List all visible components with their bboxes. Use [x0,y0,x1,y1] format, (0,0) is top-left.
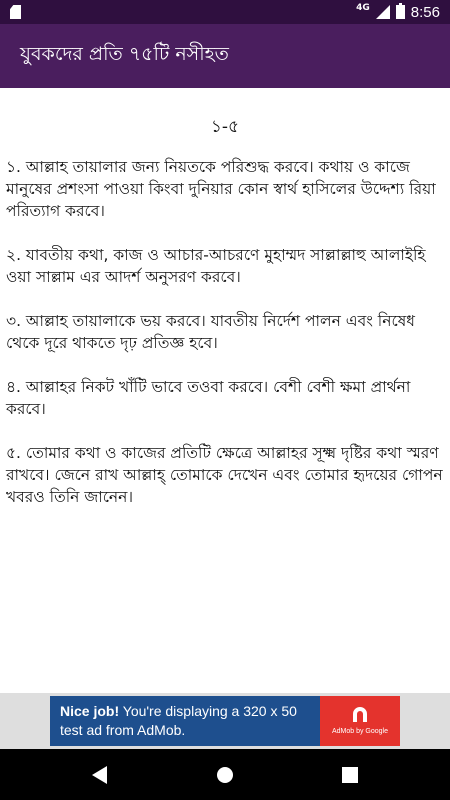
ad-headline: Nice job! [60,703,120,719]
section-title: ১-৫ [210,117,240,137]
test-ad[interactable] [50,696,400,746]
advice-paragraph-5: ৫. তোমার কথা ও কাজের প্রতিটি ক্ষেত্রে আল্লাহর সূক্ষ্ম দৃষ্টির কথা স্মরণ রাখবে। জেনে রাখ আল্লাহ্ তোমাকে দেখেন এবং তোমার হৃদয়ের গোপন খবরও তিনি জানেন। [6,444,443,506]
clock: 8:56 [410,3,440,21]
ad-banner[interactable] [0,693,450,749]
recent-apps-button[interactable] [320,749,380,800]
admob-logo[interactable] [320,696,400,746]
ad-text[interactable] [50,696,320,746]
network-type-label: 4G [356,3,370,13]
back-icon [91,765,109,785]
app-bar [0,24,450,88]
advice-paragraph-1: ১. আল্লাহ তায়ালার জন্য নিয়তকে পরিশুদ্ধ করবে। কথায় ও কাজে মানুষের প্রশংসা পাওয়া কিংবা দুনিয়ার কোন স্বার্থ হাসিলের উদ্দেশ্য রিয়া পরিত্যাগ করবে। [6,158,436,220]
advice-paragraph-2: ২. যাবতীয় কথা, কাজ ও আচার-আচরণে মুহাম্মদ সাল্লাল্লাহু আলাইহি ওয়া সাল্লাম এর আদর্শ অনুসরণ করবে। [6,246,426,286]
advice-paragraph-3: ৩. আল্লাহ তায়ালাকে ভয় করবে। যাবতীয় নির্দেশ পালন এবং নিষেধ থেকে দূরে থাকতে দৃঢ় প্রতিজ্ঞ হবে। [6,312,415,352]
admob-brand-label: AdMob by Google [331,727,389,735]
battery-icon [396,5,405,19]
advice-paragraph-4: ৪. আল্লাহর নিকট খাঁটি ভাবে তওবা করবে। বেশী বেশী ক্ষমা প্রার্থনা করবে। [6,378,411,418]
home-button[interactable] [195,749,255,800]
recent-apps-icon [342,767,358,783]
admob-icon [350,704,370,724]
navigation-bar [0,749,450,800]
signal-icon [376,5,390,19]
content-area[interactable] [0,88,450,693]
home-icon [215,765,235,785]
ad-body: You're displaying a 320 x 50 test ad from AdMob. [60,703,297,738]
sd-card-icon [10,5,21,19]
status-bar [0,0,450,24]
page-title: যুবকদের প্রতি ৭৫টি নসীহত [20,43,229,65]
back-button[interactable] [70,749,130,800]
